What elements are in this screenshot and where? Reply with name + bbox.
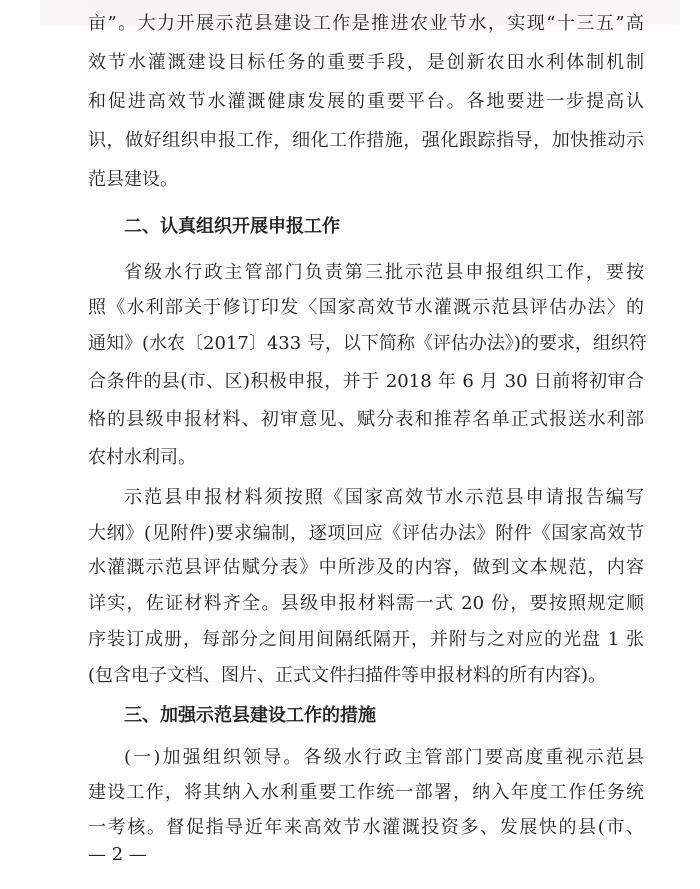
paragraph-2-line-4: 合条件的县(市、区)积极申报，并于 2018 年 6 月 30 日前将初审合: [88, 371, 644, 392]
paragraph-1-line-2: 效节水灌溉建设目标任务的重要手段，是创新农田水利体制机制: [88, 52, 644, 73]
paragraph-2-line-2: 照《水利部关于修订印发〈国家高效节水灌溉示范县评估办法〉的: [88, 297, 644, 318]
paragraph-3-line-2: 大纲》(见附件)要求编制，逐项回应《评估办法》附件《国家高效节: [88, 523, 644, 544]
paragraph-4-line-3: 一考核。督促指导近年来高效节水灌溉投资多、发展快的县(市、: [88, 817, 644, 838]
section-heading-2: 二、认真组织开展申报工作: [124, 216, 340, 237]
paragraph-1-line-5: 范县建设。: [88, 169, 178, 190]
paragraph-1-line-3: 和促进高效节水灌溉健康发展的重要平台。各地要进一步提高认: [88, 91, 644, 112]
paragraph-2-line-1: 省级水行政主管部门负责第三批示范县申报组织工作，要按: [124, 262, 644, 283]
page-number: — 2 —: [88, 844, 147, 865]
paragraph-3-line-6: (包含电子文档、图片、正式文件扫描件等申报材料的所有内容)。: [88, 665, 607, 686]
paragraph-2-line-6: 农村水利司。: [88, 447, 196, 468]
paragraph-3-line-1: 示范县申报材料须按照《国家高效节水示范县申请报告编写: [124, 487, 644, 508]
paragraph-3-line-4: 详实，佐证材料齐全。县级申报材料需一式 20 份，要按照规定顺: [88, 593, 644, 614]
paragraph-1-line-4: 识，做好组织申报工作，细化工作措施，强化跟踪指导，加快推动示: [88, 130, 644, 151]
paragraph-3-line-3: 水灌溉示范县评估赋分表》中所涉及的内容，做到文本规范，内容: [88, 557, 644, 578]
paragraph-1-line-1: 亩”。大力开展示范县建设工作是推进农业节水，实现“十三五”高: [88, 13, 644, 34]
paragraph-4-line-1: (一)加强组织领导。各级水行政主管部门要高度重视示范县: [124, 747, 644, 768]
paragraph-3-line-5: 序装订成册，每部分之间用间隔纸隔开，并附与之对应的光盘 1 张: [88, 629, 644, 650]
section-heading-3: 三、加强示范县建设工作的措施: [124, 705, 376, 726]
paragraph-4-line-2: 建设工作，将其纳入水利重要工作统一部署，纳入年度工作任务统: [88, 782, 644, 803]
paragraph-2-line-3: 通知》(水农〔2017〕433 号，以下简称《评估办法》)的要求，组织符: [88, 333, 647, 354]
paragraph-2-line-5: 格的县级申报材料、初审意见、赋分表和推荐名单正式报送水利部: [88, 409, 644, 430]
